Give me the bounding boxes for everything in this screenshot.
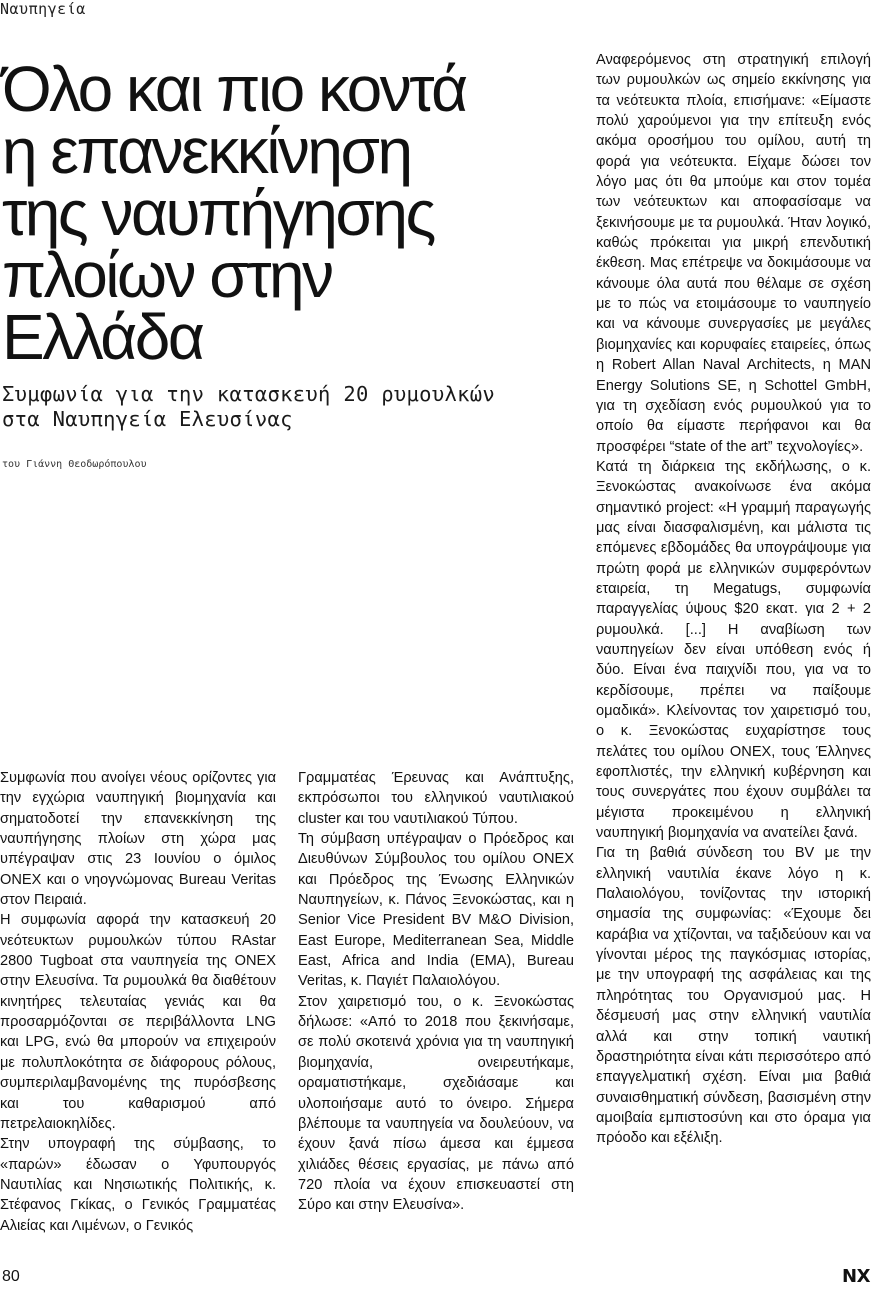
title-line: η επανεκκίνηση bbox=[2, 115, 411, 187]
subtitle-line: Συμφωνία για την κατασκευή 20 ρυμουλκών bbox=[2, 382, 496, 406]
paragraph: Συμφωνία που ανοίγει νέους ορίζοντες για την εγχώρια ναυπηγική βιομηχανία και σηματοδοτεί την επανεκκίνηση της ναυπήγησης πλοίων στη χώρα μας υπέγραψαν στις 23 Ιουνίου ο όμιλος ONEX και ο νηογνώμονας Bureau Veritas στον Πειραιά. bbox=[0, 770, 276, 909]
text-column-2 bbox=[298, 768, 574, 1216]
paragraph: Στον χαιρετισμό του, ο κ. Ξενοκώστας δήλωσε: «Από το 2018 που ξεκινήσαμε, σε πολύ σκοτεινά χρόνια για τη ναυπηγική βιομηχανία, ονειρευτήκαμε, οραματιστήκαμε, σχεδιάσαμε και υλοποιήσαμε αυτό το όνειρο. Σήμερα βλέπουμε τα ναυπηγεία να δουλεύουν, να έχουν ξανά πίσω άμεσα και έμμεσα χιλιάδες θέσεις εργασίας, με πάνω από 720 πλοία να έχουν επισκευαστεί στη Σύρο και στην Ελευσίνα». bbox=[298, 993, 574, 1214]
article-subtitle bbox=[2, 382, 582, 432]
paragraph: Για τη βαθιά σύνδεση του BV με την ελληνική ναυτιλία έκανε λόγο η κ. Παλαιολόγου, τονίζοντας την ιστορική σημασία της συμφωνίας: «Έχουμε δει καράβια να χτίζονται, να ταξιδεύουν και να γίνονται μέρος της παγκόσμιας ιστορίας, με την υπογραφή της ασφάλειας και της πληρότητας του Οργανισμού μας. Η δέσμευσή μας στην ελληνική ναυτιλία αλλά και στην τοπική ναυτική δραστηριότητα είναι κάτι περισσότερο από επαγγελματική σχέση. Είναι μια βαθιά συναισθηματική σύνδεση, βασισμένη στην αμοιβαία εμπιστοσύνη και στο όραμα για πρόοδο και εξέλιξη. bbox=[596, 845, 871, 1147]
page-number: 80 bbox=[2, 1268, 20, 1285]
magazine-logo: NX bbox=[842, 1266, 870, 1287]
title-line: της ναυπήγησης bbox=[2, 177, 434, 249]
text-column-3 bbox=[596, 50, 871, 1149]
paragraph: Αναφερόμενος στη στρατηγική επιλογή των ρυμουλκών ως σημείο εκκίνησης για τα νεότευκτα πλοία, επισήμανε: «Είμαστε πολύ χαρούμενοι για την επίτευξη ενός ακόμα οροσήμου του ομίλου, αυτή τη φορά για νεότευκτα. Είχαμε δώσει τον λόγο μας ότι θα μπούμε και στον τομέα των νεότευκτων και αποφασίσαμε να ξεκινήσουμε με τα ρυμουλκά. Ήταν λογικό, καθώς πρόκειται για μικρή επενδυτική έκθεση. Μας επέτρεψε να δοκιμάσουμε να κάνουμε όλα αυτά που θέλαμε σε σχέση με το πώς να ετοιμάσουμε το ναυπηγείο και να κάνουμε συνεργασίες με μεγάλες βιομηχανίες και κορυφαίες εταιρείες, όπως η Robert Allan Naval Architects, η MAN Energy Solutions SE, η Schottel GmbH, για τη σχεδίαση ενός ρυμουλκού για το οποίο θα είμαστε περήφανοι και θα προσφέρει “state of the art” τεχνολογίες». bbox=[596, 52, 871, 455]
paragraph: Τη σύμβαση υπέγραψαν ο Πρόεδρος και Διευθύνων Σύμβουλος του ομίλου ONEX και Πρόεδρος της Ένωσης Ελληνικών Ναυπηγείων, κ. Πάνος Ξενοκώστας, και η Senior Vice President BV M&O Division, East Europe, Mediterranean Sea, Middle East, Africa and India (EMA), Bureau Veritas, κ. Παγιέτ Παλαιολόγου. bbox=[298, 831, 574, 990]
title-line: Όλο και πιο κοντά bbox=[2, 53, 466, 125]
title-line: πλοίων στην bbox=[2, 239, 332, 311]
title-line: Ελλάδα bbox=[2, 301, 203, 373]
byline: του Γιάννη Θεοδωρόπουλου bbox=[2, 459, 147, 470]
paragraph: Γραμματέας Έρευνας και Ανάπτυξης, εκπρόσωποι του ελληνικού ναυτιλιακού cluster και του ναυτιλιακού Τύπου. bbox=[298, 770, 574, 827]
text-column-1 bbox=[0, 768, 276, 1236]
paragraph: Η συμφωνία αφορά την κατασκευή 20 νεότευκτων ρυμουλκών τύπου RAstar 2800 Tugboat στα ναυπηγεία της ONEX στην Ελευσίνα. Τα ρυμουλκά θα διαθέτουν κινητήρες τελευταίας γενιάς και θα προσαρμόζονται σε περιβάλλοντα LNG και LPG, ενώ θα μπορούν να επιχειρούν με πολυπλοκότητα σε διάφορους ρόλους, συμπεριλαμβανομένης της πυρόσβεσης και του καθαρισμού από πετρελαιοκηλίδες. bbox=[0, 912, 276, 1132]
article-title bbox=[2, 53, 572, 373]
section-label: Ναυπηγεία bbox=[0, 0, 86, 18]
subtitle-line: στα Ναυπηγεία Ελευσίνας bbox=[2, 407, 293, 431]
paragraph: Στην υπογραφή της σύμβασης, το «παρών» έδωσαν ο Υφυπουργός Ναυτιλίας και Νησιωτικής Πολιτικής, κ. Στέφανος Γκίκας, ο Γενικός Γραμματέας Αλιείας και Λιμένων, ο Γενικός bbox=[0, 1136, 276, 1234]
paragraph: Κατά τη διάρκεια της εκδήλωσης, ο κ. Ξενοκώστας ανακοίνωσε ένα ακόμα σημαντικό project: «Η γραμμή παραγωγής μας είναι διασφαλισμένη, και μάλιστα τις επόμενες εβδομάδες θα υπογράψουμε για πρώτη φορά με ελληνικών συμφερόντων εταιρεία, τη Megatugs, συμφωνία παραγγελίας ύψους $20 εκατ. για 2 + 2 ρυμουλκά. [...] Η αναβίωση των ναυπηγείων δεν είναι υπόθεση ενός ή δύο. Είναι ένα παιχνίδι που, για να το κερδίσουμε, πρέπει να παίξουμε ομαδικά». Κλείνοντας τον χαιρετισμό του, ο κ. Ξενοκώστας ευχαρίστησε τους πελάτες του ομίλου ONEX, τους Έλληνες εφοπλιστές, την ελληνική κυβέρνηση και τους συνεργάτες που έχουν συμβάλει τα μέγιστα προκειμένου η ελληνική ναυπηγική βιομηχανία να ανατείλει ξανά. bbox=[596, 458, 871, 842]
